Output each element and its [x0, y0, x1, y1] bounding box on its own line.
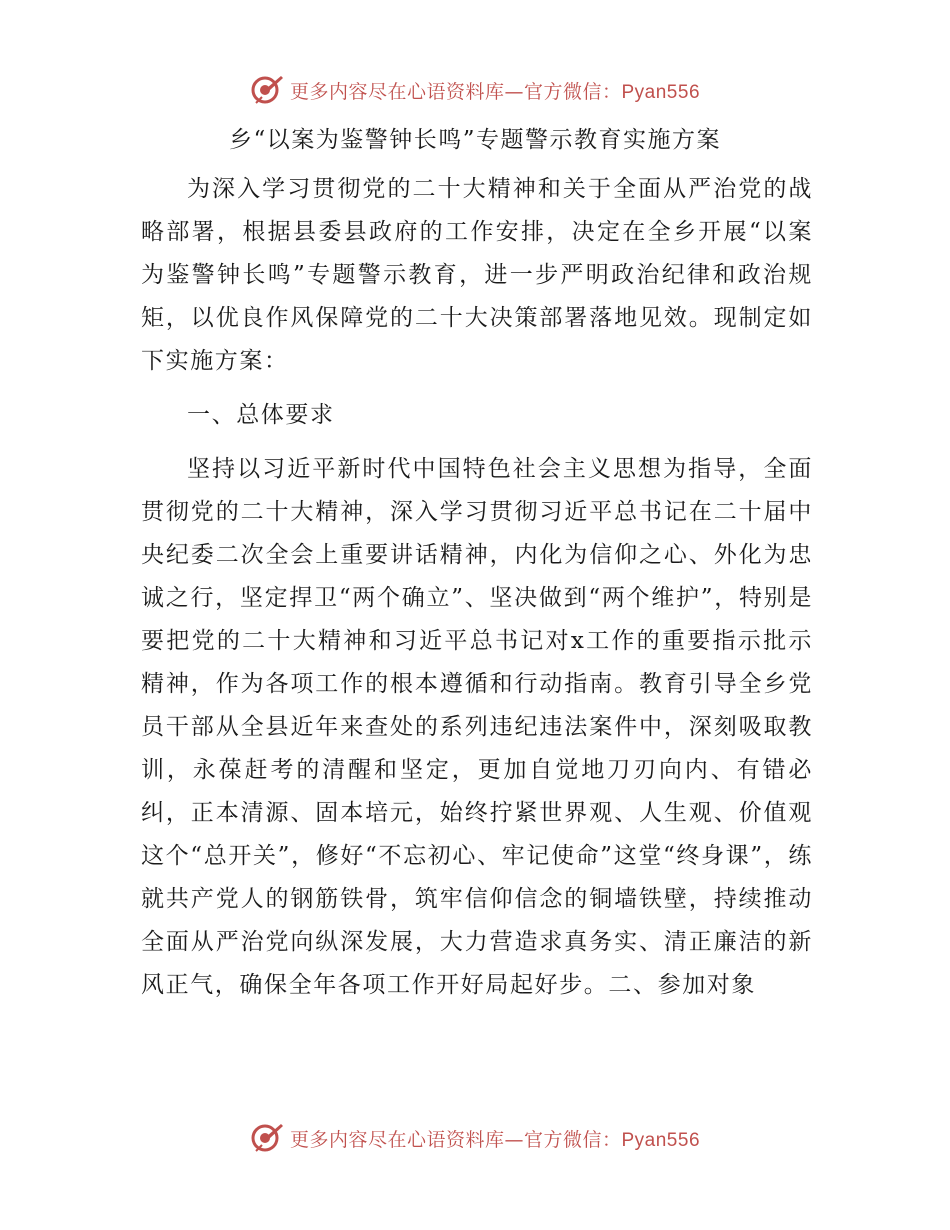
watermark-dash: — [504, 80, 524, 103]
pen-logo-icon [250, 73, 284, 107]
footer-watermark [0, 1118, 950, 1158]
watermark-prefix: 更多内容尽在心语资料库 [289, 1128, 505, 1151]
watermark-dash: — [504, 1128, 524, 1151]
watermark-wechat-label: 官方微信： [523, 80, 622, 103]
section-heading: 一、总体要求 [187, 402, 335, 428]
watermark-account: Pyan556 [621, 1129, 701, 1151]
watermark-prefix: 更多内容尽在心语资料库 [289, 80, 505, 103]
pen-logo-icon [250, 1121, 284, 1155]
watermark-text [290, 1125, 700, 1152]
watermark-account: Pyan556 [621, 81, 701, 103]
document-title: 乡“以案为鉴警钟长鸣”专题警示教育实施方案 [228, 127, 722, 153]
watermark-text [290, 77, 700, 104]
document-body [141, 168, 813, 1007]
section-paragraph: 坚持以习近平新时代中国特色社会主义思想为指导，全面贯彻党的二十大精神，深入学习贯彻习近平总书记在二十届中央纪委二次全会上重要讲话精神，内化为信仰之心、外化为忠诚之行，坚定捍卫“两个确立”、坚决做到“两个维护”，特别是要把党的二十大精神和习近平总书记对x工作的重要指示批示精神，作为各项工作的根本遵循和行动指南。教育引导全乡党员干部从全县近年来查处的系列违纪违法案件中，深刻吸取教训，永葆赶考的清醒和坚定，更加自觉地刀刃向内、有错必纠，正本清源、固本培元，始终拧紧世界观、人生观、价值观这个“总开关”，修好“不忘初心、牢记使命”这堂“终身课”，练就共产党人的钢筋铁骨，筑牢信仰信念的铜墙铁壁，持续推动全面从严治党向纵深发展，大力营造求真务实、清正廉洁的新风正气，确保全年各项工作开好局起好步。二、参加对象 [141, 456, 813, 998]
watermark-wechat-label: 官方微信： [523, 1128, 622, 1151]
intro-paragraph: 为深入学习贯彻党的二十大精神和关于全面从严治党的战略部署，根据县委县政府的工作安排，决定在全乡开展“以案为鉴警钟长鸣”专题警示教育，进一步严明政治纪律和政治规矩，以优良作风保障党的二十大决策部署落地见效。现制定如下实施方案： [141, 176, 813, 374]
header-watermark [0, 70, 950, 110]
